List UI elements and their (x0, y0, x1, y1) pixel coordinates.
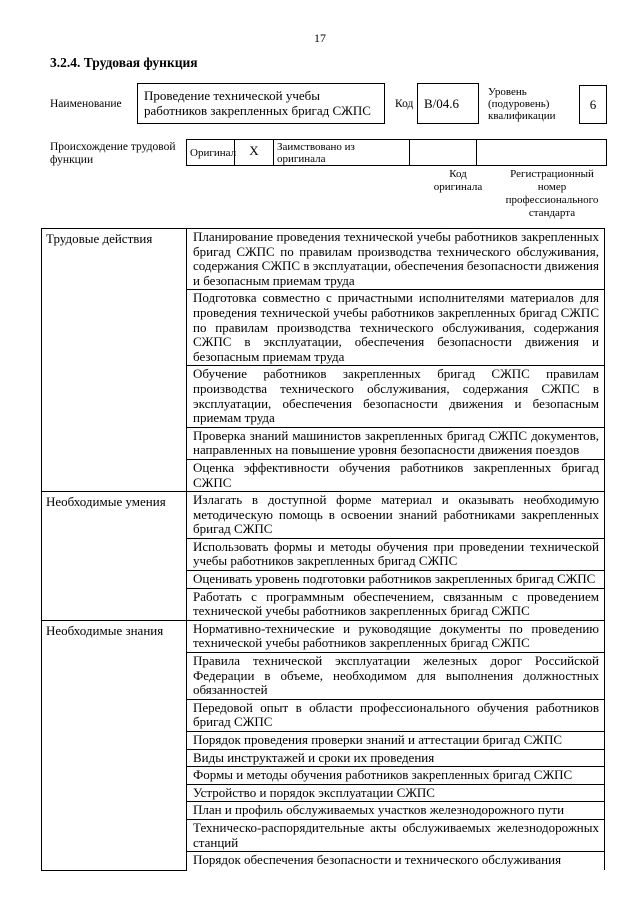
level-label-line-1: Уровень (488, 86, 527, 98)
table-cell: Передовой опыт в области профессионального обучения работников бригад СЖПС (187, 699, 605, 731)
name-label: Наименование (50, 98, 122, 110)
registration-number-cell (477, 140, 606, 165)
table-cell: Оценивать уровень подготовки работников закрепленных бригад СЖПС (187, 571, 605, 589)
code-caption: Код оригинала (433, 168, 483, 193)
original-code-cell (410, 140, 477, 165)
table-cell: Порядок проведения проверки знаний и аттестации бригад СЖПС (187, 732, 605, 750)
page-number: 17 (314, 31, 326, 45)
level-label-line-3: квалификации (488, 110, 556, 122)
table-cell: Планирование проведения технической учебы работников закрепленных бригад СЖПС по правилам производства технического обслуживания, содержания СЖПС в эксплуатации, обеспечения безопасности движения и безопасным приемам труда (187, 229, 605, 290)
original-label: Оригинал (187, 140, 235, 165)
origin-label: Происхождение трудовой функции (50, 141, 176, 166)
function-table (41, 228, 605, 871)
category-cell: Необходимые знания (42, 620, 187, 870)
table-cell: Использовать формы и методы обучения при проведении технической учебы работников закрепленных бригад СЖПС (187, 538, 605, 570)
table-cell: Правила технической эксплуатации железных дорог Российской Федерации в объеме, необходимом для выполнения должностных обязанностей (187, 653, 605, 700)
category-cell: Необходимые умения (42, 492, 187, 621)
table-row (42, 620, 605, 652)
table-cell: Подготовка совместно с причастными исполнителями материалов для проведения технической учебы работников закрепленных бригад СЖПС по правилам производства технического обслуживания, содержания СЖПС в эксплуатации, обеспечения безопасности движения и безопасным приемам труда (187, 290, 605, 366)
table-cell: Формы и методы обучения работников закрепленных бригад СЖПС (187, 767, 605, 785)
level-label (488, 86, 555, 122)
table-cell: Обучение работников закрепленных бригад СЖПС правилам производства технического обслуживания, содержания СЖПС в эксплуатации, обеспечения безопасности движения и безопасным приемам труда (187, 366, 605, 427)
table-cell: Устройство и порядок эксплуатации СЖПС (187, 784, 605, 802)
registration-caption: Регистрационный номер профессионального стандарта (505, 168, 599, 219)
table-cell: Техническо-распорядительные акты обслуживаемых железнодорожных станций (187, 819, 605, 851)
table-cell: План и профиль обслуживаемых участков железнодорожного пути (187, 802, 605, 820)
table-cell: Оценка эффективности обучения работников закрепленных бригад СЖПС (187, 459, 605, 491)
code-label: Код (395, 98, 414, 110)
function-name-box: Проведение технической учебы работников закрепленных бригад СЖПС (137, 83, 385, 124)
table-cell: Работать с программным обеспечением, связанным с проведением технической учебы работников закрепленных бригад СЖПС (187, 588, 605, 620)
table-row (42, 492, 605, 539)
table-cell: Порядок обеспечения безопасности и технического обслуживания (187, 852, 605, 871)
section-title: 3.2.4. Трудовая функция (50, 55, 198, 70)
original-mark: X (235, 140, 274, 165)
category-cell: Трудовые действия (42, 229, 187, 492)
table-cell: Проверка знаний машинистов закрепленных бригад СЖПС документов, направленных на повышение уровня безопасности движения поездов (187, 427, 605, 459)
table-cell: Виды инструктажей и сроки их проведения (187, 749, 605, 767)
table-row (42, 229, 605, 290)
borrowed-label: Заимствовано из оригинала (274, 140, 410, 165)
level-value-box: 6 (579, 85, 607, 124)
origin-row (186, 139, 607, 166)
level-label-line-2: (подуровень) (488, 98, 550, 110)
table-cell: Излагать в доступной форме материал и оказывать необходимую методическую помощь в освоении знаний работниками закрепленных бригад СЖПС (187, 492, 605, 539)
code-value-box: B/04.6 (417, 83, 479, 124)
table-cell: Нормативно-технические и руководящие документы по проведению технической учебы работников закрепленных бригад СЖПС (187, 620, 605, 652)
